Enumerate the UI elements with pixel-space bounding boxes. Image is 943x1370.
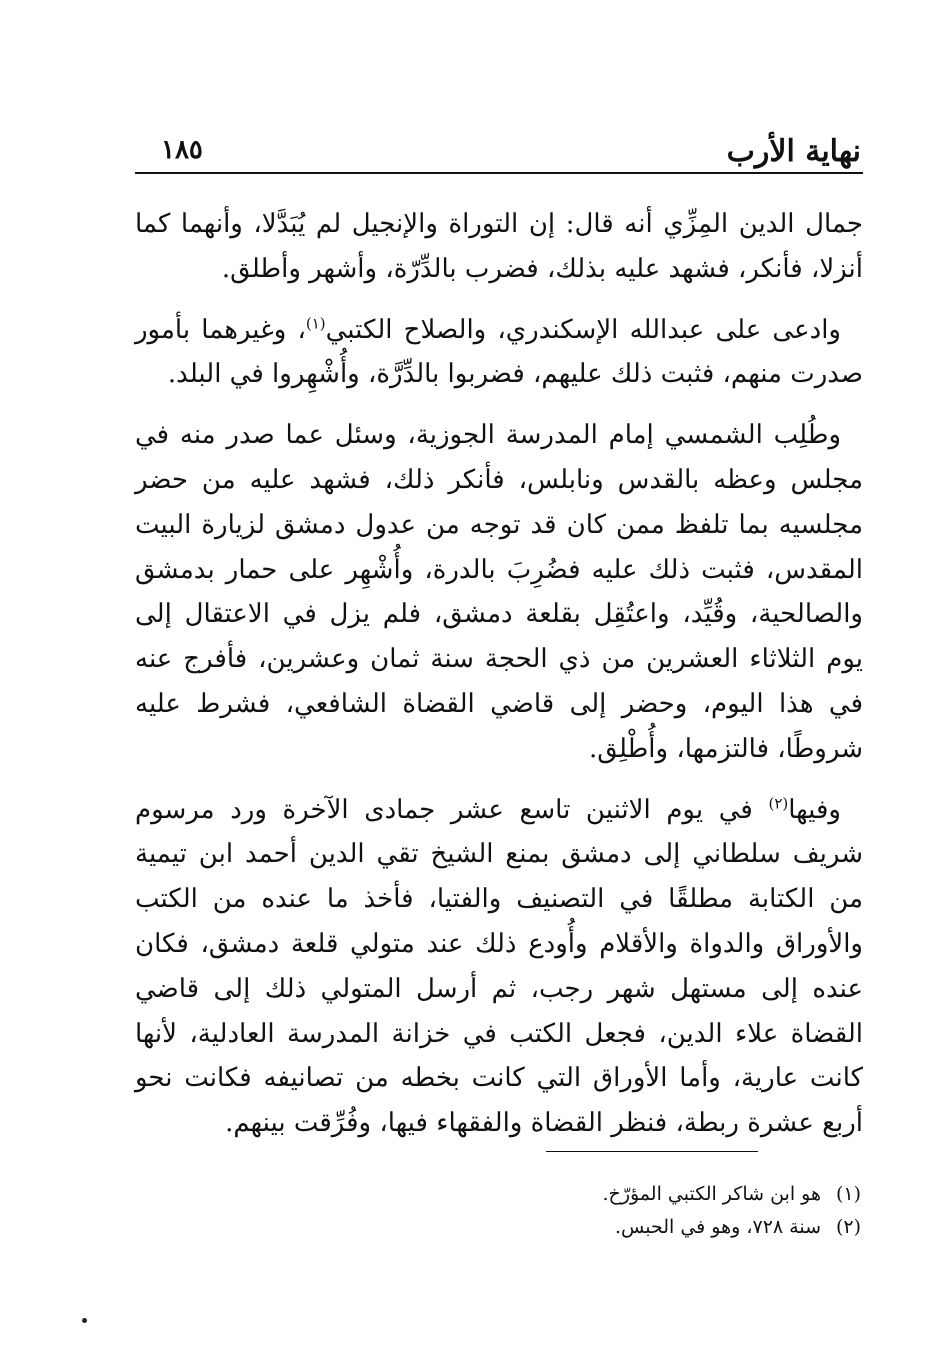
book-title: نهاية الأرب (726, 134, 861, 169)
paragraph-4 (135, 788, 863, 1146)
scan-speck (82, 1318, 87, 1323)
footnote-number: (٢) (835, 1216, 861, 1238)
paragraph-text: وادعى على عبدالله الإسكندري، والصلاح الكتبي (325, 314, 841, 345)
footnote-1 (135, 1178, 863, 1211)
paragraph-text: ، وغيرهما بأمور صدرت منهم، فثبت ذلك عليهم، فضربوا بالدِّرَّة، وأُشْهِروا في البلد. (135, 314, 863, 390)
book-page (135, 130, 863, 1162)
paragraph-2 (135, 308, 863, 398)
footnote-text: سنة ٧٢٨، وهو في الحبس. (614, 1216, 821, 1238)
footnote-2 (135, 1211, 863, 1244)
main-text (135, 202, 863, 1146)
footnote-text: هو ابن شاكر الكتبي المؤرّخ. (602, 1183, 821, 1205)
paragraph-3 (135, 413, 863, 771)
paragraph-1 (135, 202, 863, 292)
page-header (135, 130, 863, 174)
paragraph-text: وفيها (788, 794, 841, 825)
footnotes (135, 1178, 863, 1244)
paragraph-text: جمال الدين المِزِّي أنه قال: إن التوراة والإنجيل لم يُبَدَّلا، وأنهما كما أنزلا، فأنكر، فشهد عليه بذلك، فضرب بالدِّرّة، وأشهر وأطلق. (135, 209, 863, 284)
footnote-ref-1: (١) (305, 313, 326, 332)
paragraph-text: في يوم الاثنين تاسع عشر جمادى الآخرة ورد مرسوم شريف سلطاني إلى دمشق بمنع الشيخ تقي الدين أحمد ابن تيمية من الكتابة مطلقًا في التصنيف والفتيا، فأخذ ما عنده من الكتب والأوراق والدواة والأقلام وأُودع ذلك عند متولي قلعة دمشق، فكان عنده إلى مستهل شهر رجب، ثم أرسل المتولي ذلك إلى قاضي القضاة علاء الدين، فجعل الكتب في خزانة المدرسة العادلية، لأنها كانت عارية، وأما الأوراق التي كانت بخطه من تصانيفه فكانت نحو أربع عشرة ربطة، فنظر القضاة والفقهاء فيها، وفُرِّقت بينهم. (135, 794, 863, 1139)
paragraph-text: وطُلِب الشمسي إمام المدرسة الجوزية، وسئل عما صدر منه في مجلس وعظه بالقدس ونابلس، فأنكر ذلك، فشهد عليه من حضر مجلسيه بما تلفظ ممن كان قد توجه من عدول دمشق لزيارة البيت المقدس، فثبت ذلك عليه فضُرِبَ بالدرة، وأُشْهِر على حمار بدمشق والصالحية، وقُيِّد، واعتُقِل بقلعة دمشق، فلم يزل في الاعتقال إلى يوم الثلاثاء العشرين من ذي الحجة سنة ثمان وعشرين، فأفرج عنه في هذا اليوم، وحضر إلى قاضي القضاة الشافعي، فشرط عليه شروطًا، فالتزمها، وأُطْلِق. (135, 420, 863, 764)
footnote-ref-2: (٢) (768, 793, 789, 812)
page-number: ١٨٥ (161, 135, 203, 165)
footnote-divider (546, 1151, 758, 1152)
footnote-number: (١) (835, 1183, 861, 1205)
